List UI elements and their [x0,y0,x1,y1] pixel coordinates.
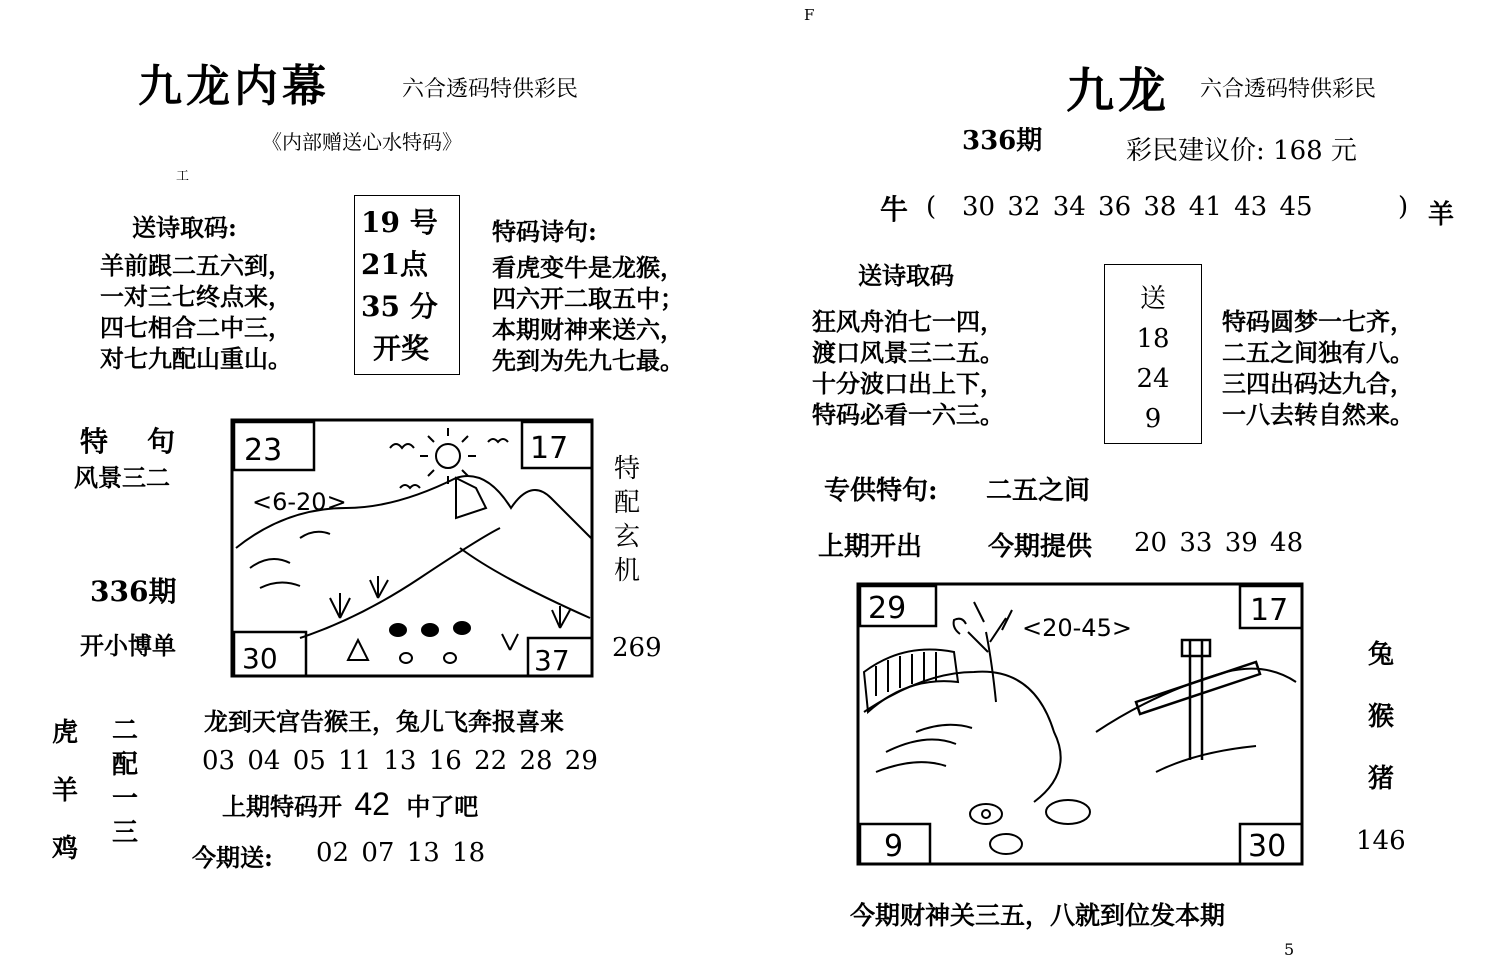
left-subtitle: 六合透码特供彩民 [402,77,579,102]
right-page-mark: 5 [1284,940,1295,959]
left-te-lines [492,252,684,376]
right-special-text: 二五之间 [986,476,1091,506]
left-draw-time-box [354,195,460,375]
right-picture [856,582,1306,868]
left-poem-lines [100,250,292,374]
left-last-prefix: 上期特码开 [222,792,342,821]
right-this-numbers: 20 33 39 48 [1134,528,1304,558]
right-poem-heading: 送诗取码 [858,261,954,290]
left-te-line: 四六开二取五中； [492,284,684,313]
right-paren-close: ) [1398,192,1409,222]
right-poem-line: 渡口风景三二五。 [812,338,1004,367]
right-pic-corner-br: 30 [1248,829,1287,864]
left-pair-char: 配 [112,750,139,780]
left-pair-col [112,714,138,850]
right-price: 彩民建议价: 168 元 [1126,136,1357,166]
left-send-numbers: 02 07 13 18 [316,838,486,868]
right-zodiac-char: 兔 [1368,640,1395,670]
right-box-line: 18 [1136,324,1170,354]
left-box-line: 19 号 [361,206,438,239]
left-side-chars [614,452,640,588]
left-te-line: 看虎变牛是龙猴， [492,253,684,282]
left-side-char: 配 [614,488,641,518]
left-side-char: 特 [614,454,641,484]
left-pair-char: 三 [112,818,139,848]
left-poem-heading: 送诗取码: [132,213,237,242]
left-pic-corner-bl: 30 [242,642,278,675]
left-side-char: 玄 [614,522,641,552]
right-last-label: 上期开出 [818,532,923,562]
right-this-label: 今期提供 [988,532,1093,562]
right-poem-right [1222,306,1414,430]
right-zodiac-col [1368,624,1394,810]
right-poem-line: 一八去转自然来。 [1222,400,1414,429]
right-paren-open: ( [926,192,937,222]
right-pic-corner-bl: 9 [884,829,904,864]
left-box-line: 35 分 [361,290,438,323]
right-pic-corner-tr: 17 [1250,593,1289,628]
left-last-suffix: 中了吧 [406,792,479,821]
left-banner: 《内部赠送心水特码》 [262,130,462,154]
left-pair-char: 一 [112,784,139,814]
right-box-line: 送 [1139,284,1166,314]
right-poem-line: 特码圆梦一七齐， [1222,307,1414,336]
right-pic-corner-tl: 29 [868,591,907,626]
left-teju-text: 风景三二 [74,463,170,492]
left-poem-line: 四七相合二中三， [100,313,292,342]
right-poem-line: 三四出码达九合， [1222,369,1414,398]
left-pic-corner-br: 37 [534,644,570,677]
right-yang: 羊 [1428,200,1455,230]
left-pic-range: <6-20> [252,488,347,516]
left-last-result [222,786,478,823]
right-footer: 今期财神关三五，八就到位发本期 [850,901,1226,930]
right-special-label: 专供特句: [824,476,938,506]
right-title: 九龙 [1066,63,1171,119]
left-poem-line: 一对三七终点来， [100,282,292,311]
left-side-number: 269 [612,633,662,663]
left-side-char: 机 [614,556,641,586]
left-pic-corner-tl: 23 [244,433,283,468]
left-slogan: 龙到天宫告猴王，兔儿飞奔报喜来 [204,707,564,736]
left-stray-mark: 工 [176,169,190,184]
left-issue: 336期 [90,575,177,608]
left-zodiac-char: 虎 [52,718,79,748]
right-pic-range: <20-45> [1022,614,1132,642]
left-zodiac-char: 羊 [52,776,79,806]
right-zodiac-char: 猪 [1368,764,1395,794]
right-niu: 牛 [880,193,909,226]
left-title: 九龙内幕 [138,61,330,112]
right-poem-line: 特码必看一六三。 [812,400,1004,429]
left-pic-corner-tr: 17 [530,431,569,466]
right-issue: 336期 [962,126,1043,156]
right-box-line: 9 [1144,404,1162,434]
right-subtitle: 六合透码特供彩民 [1200,77,1377,102]
right-poem-line: 二五之间独有八。 [1222,338,1414,367]
left-kai: 开小博单 [80,631,176,660]
left-send-label: 今期送: [192,843,273,872]
left-box-line: 开奖 [373,332,430,365]
right-poem-left [812,306,1004,430]
left-numbers: 03 04 05 11 13 16 22 28 29 [202,746,598,776]
left-te-heading: 特码诗句: [492,217,597,246]
right-range-numbers: 30 32 34 36 38 41 43 45 [962,192,1313,222]
left-zodiac-col [52,704,78,878]
right-top-mark: F [804,6,815,24]
right-zodiac-char: 猴 [1368,702,1395,732]
right-poem-line: 狂风舟泊七一四， [812,307,1004,336]
left-te-line: 本期财神来送六， [492,315,684,344]
right-send-box [1104,264,1202,444]
left-box-line: 21点 [361,248,428,281]
left-zodiac-char: 鸡 [52,834,79,864]
right-poem-line: 十分波口出上下， [812,369,1004,398]
left-teju-label: 特 句 [80,425,175,458]
left-last-number: 42 [354,786,390,822]
left-poem-line: 羊前跟二五六到， [100,251,292,280]
right-side-number: 146 [1356,826,1406,856]
left-te-line: 先到为先九七最。 [492,346,684,375]
right-box-line: 24 [1136,364,1170,394]
left-picture [230,418,596,680]
left-pair-char: 二 [112,716,139,746]
left-poem-line: 对七九配山重山。 [100,344,292,373]
